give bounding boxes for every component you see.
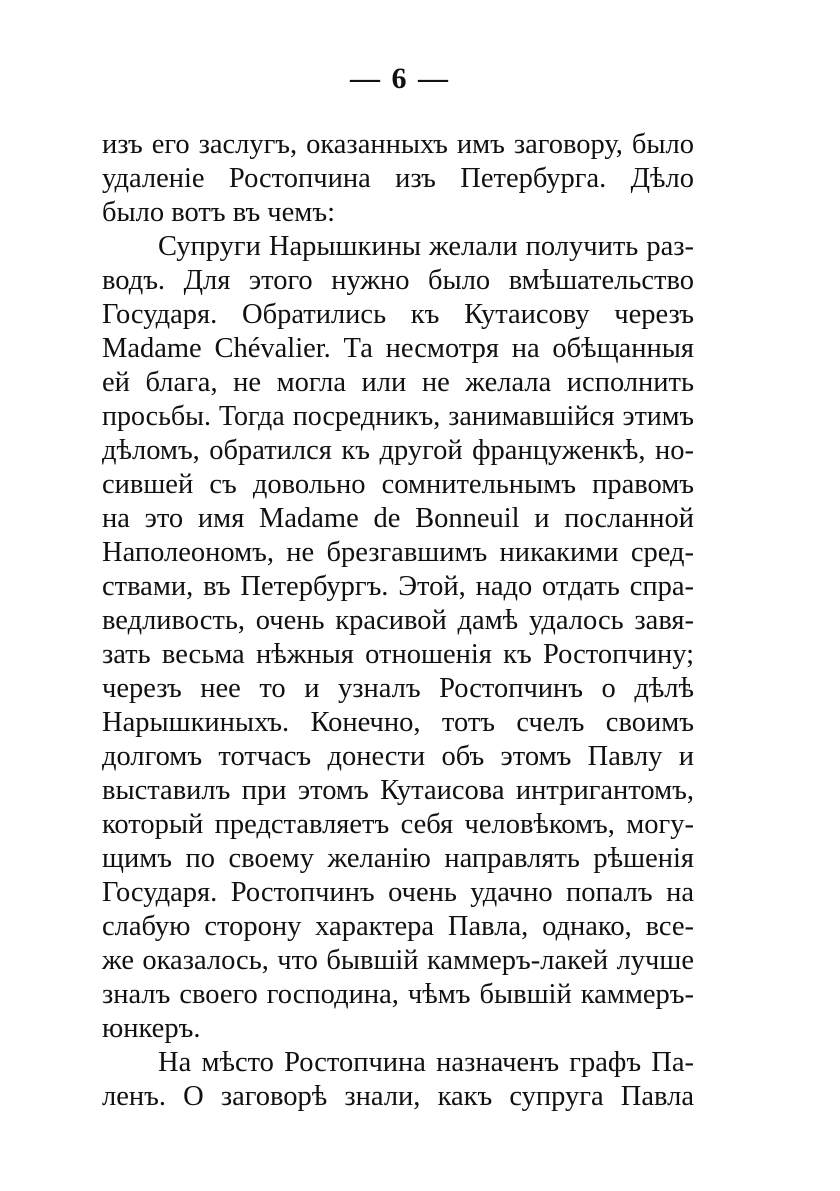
text-line: юнкеръ. [102, 1013, 201, 1044]
text-line: удаленіе Ростопчина изъ Петербурга. Дѣло [102, 163, 694, 194]
text-line: Супруги Нарышкины желали получить раз- [158, 231, 694, 262]
text-line: Madame Chévalier. Та несмотря на обѣщанныя [102, 333, 694, 364]
text-line: щимъ по своему желанію направлять рѣшенія [102, 843, 694, 874]
text-line: слабую сторону характера Павла, однако, все- [102, 911, 694, 942]
text-line: который представляетъ себя человѣкомъ, могу- [102, 809, 694, 840]
text-line: же оказалось, что бывшій каммеръ-лакей лучше [102, 945, 694, 976]
text-line: изъ его заслугъ, оказанныхъ имъ заговору, было [102, 129, 694, 160]
text-line: дѣломъ, обратился къ другой француженкѣ, но- [102, 435, 694, 466]
body-text [102, 128, 694, 1114]
text-line: черезъ нее то и узналъ Ростопчинъ о дѣлѣ [102, 673, 694, 704]
text-line: На мѣсто Ростопчина назначенъ графъ Па- [158, 1047, 694, 1078]
text-line: долгомъ тотчасъ донести объ этомъ Павлу и [102, 741, 694, 772]
text-line: на это имя Madame de Bonneuil и посланной [102, 503, 694, 534]
text-line: зать весьма нѣжныя отношенія къ Ростопчину; [102, 639, 694, 670]
text-line: ей блага, не могла или не желала исполнить [102, 367, 694, 398]
text-line: Государя. Обратились къ Кутаисову черезъ [102, 299, 694, 330]
text-line: Нарышкиныхъ. Конечно, тотъ счелъ своимъ [102, 707, 694, 738]
page-number: — 6 — [350, 62, 450, 95]
text-line: просьбы. Тогда посредникъ, занимавшійся этимъ [102, 401, 694, 432]
text-line: Государя. Ростопчинъ очень удачно попалъ на [102, 877, 694, 908]
text-line: зналъ своего господина, чѣмъ бывшій каммеръ- [102, 979, 694, 1010]
text-line: ведливость, очень красивой дамѣ удалось завя- [102, 605, 694, 636]
text-line: сившей съ довольно сомнительнымъ правомъ [102, 469, 694, 500]
text-line: было вотъ въ чемъ: [102, 197, 335, 228]
text-line: водъ. Для этого нужно было вмѣшательство [102, 265, 694, 296]
text-line: выставилъ при этомъ Кутаисова интригантомъ, [102, 775, 694, 806]
text-line: ленъ. О заговорѣ знали, какъ супруга Павла [102, 1081, 694, 1112]
text-line: ствами, въ Петербургъ. Этой, надо отдать спра- [102, 571, 694, 602]
text-line: Наполеономъ, не брезгавшимъ никакими сред- [102, 537, 694, 568]
